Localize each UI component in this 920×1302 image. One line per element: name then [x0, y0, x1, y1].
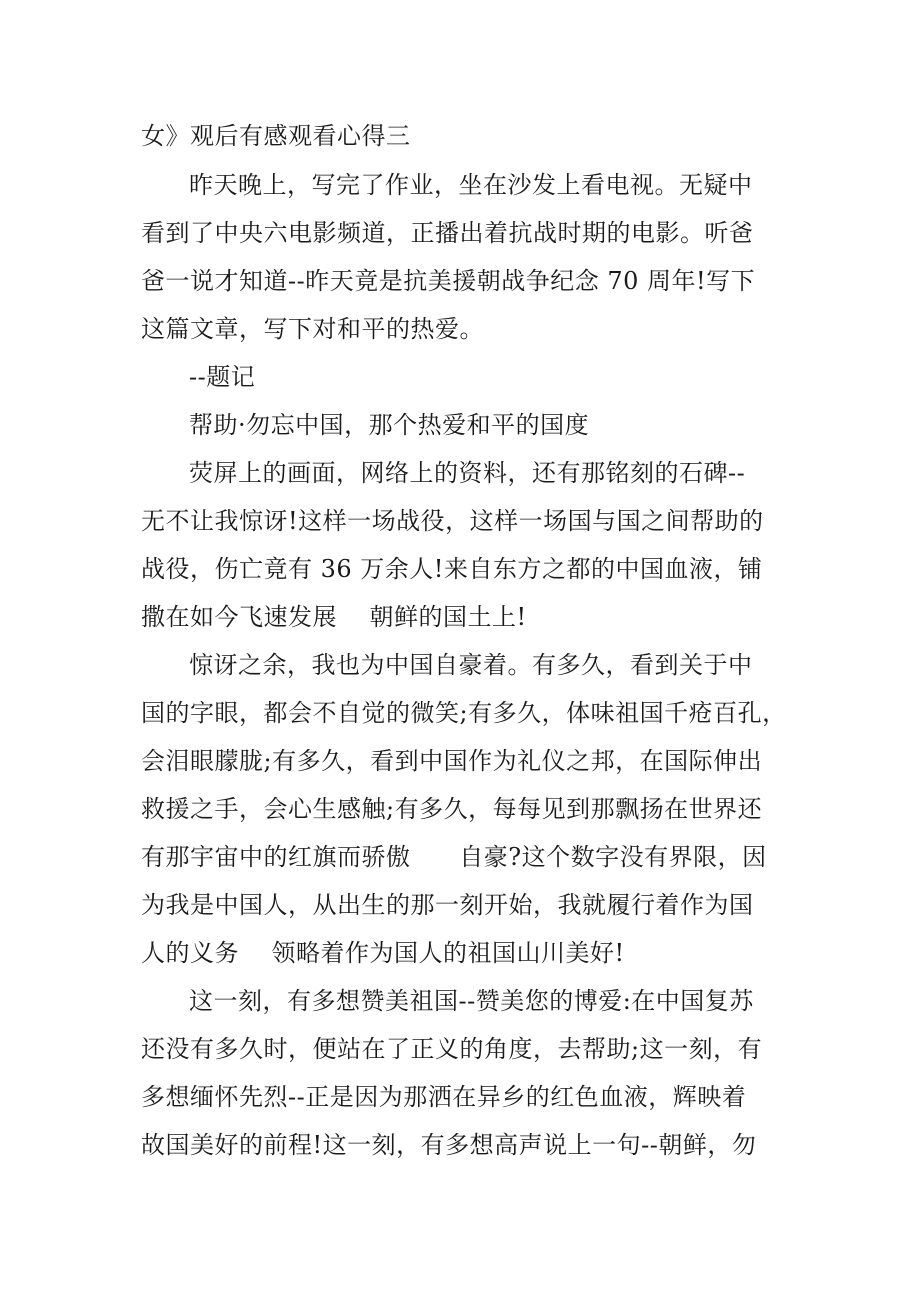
text-line: 救援之手，会心生感触;有多久，每每见到那飘扬在世界还 [141, 795, 763, 823]
text-line: 多想缅怀先烈--正是因为那洒在异乡的红色血液，辉映着 [141, 1083, 747, 1111]
text-line: 这篇文章，写下对和平的热爱。 [141, 315, 484, 343]
text-line: 为我是中国人，从出生的那一刻开始，我就履行着作为国 [141, 891, 754, 919]
text-line: 爸一说才知道--昨天竟是抗美援朝战争纪念 70 周年!写下 [141, 267, 756, 295]
text-line: 故国美好的前程!这一刻，有多想高声说上一句--朝鲜，勿 [141, 1131, 757, 1159]
text-line: --题记 [189, 363, 256, 391]
text-line: 还没有多久时，便站在了正义的角度，去帮助;这一刻，有 [141, 1035, 763, 1063]
text-line: 战役，伤亡竟有 36 万余人!来自东方之都的中国血液，铺 [141, 555, 763, 583]
text-line: 这一刻，有多想赞美祖国--赞美您的博爱:在中国复苏 [189, 987, 754, 1015]
text-line: 撒在如今飞速发展 朝鲜的国土上! [141, 603, 527, 631]
text-line: 人的义务 领略着作为国人的祖国山川美好! [141, 939, 625, 967]
text-line: 女》观后有感观看心得三 [141, 122, 411, 150]
text-line: 帮助·勿忘中国，那个热爱和平的国度 [189, 411, 590, 439]
text-line: 国的字眼，都会不自觉的微笑;有多久，体味祖国千疮百孔， [141, 699, 787, 727]
text-line: 会泪眼朦胧;有多久，看到中国作为礼仪之邦，在国际伸出 [141, 747, 763, 775]
text-line: 惊讶之余，我也为中国自豪着。有多久，看到关于中 [189, 651, 753, 679]
text-line: 昨天晚上，写完了作业，坐在沙发上看电视。无疑中 [189, 171, 753, 199]
text-line: 荧屏上的画面，网络上的资料，还有那铭刻的石碑-- [189, 459, 746, 487]
text-line: 看到了中央六电影频道，正播出着抗战时期的电影。听爸 [141, 219, 754, 247]
text-line: 无不让我惊讶!这样一场战役，这样一场国与国之间帮助的 [141, 507, 764, 535]
text-line: 有那宇宙中的红旗而骄傲 自豪?这个数字没有界限，因 [141, 843, 767, 871]
